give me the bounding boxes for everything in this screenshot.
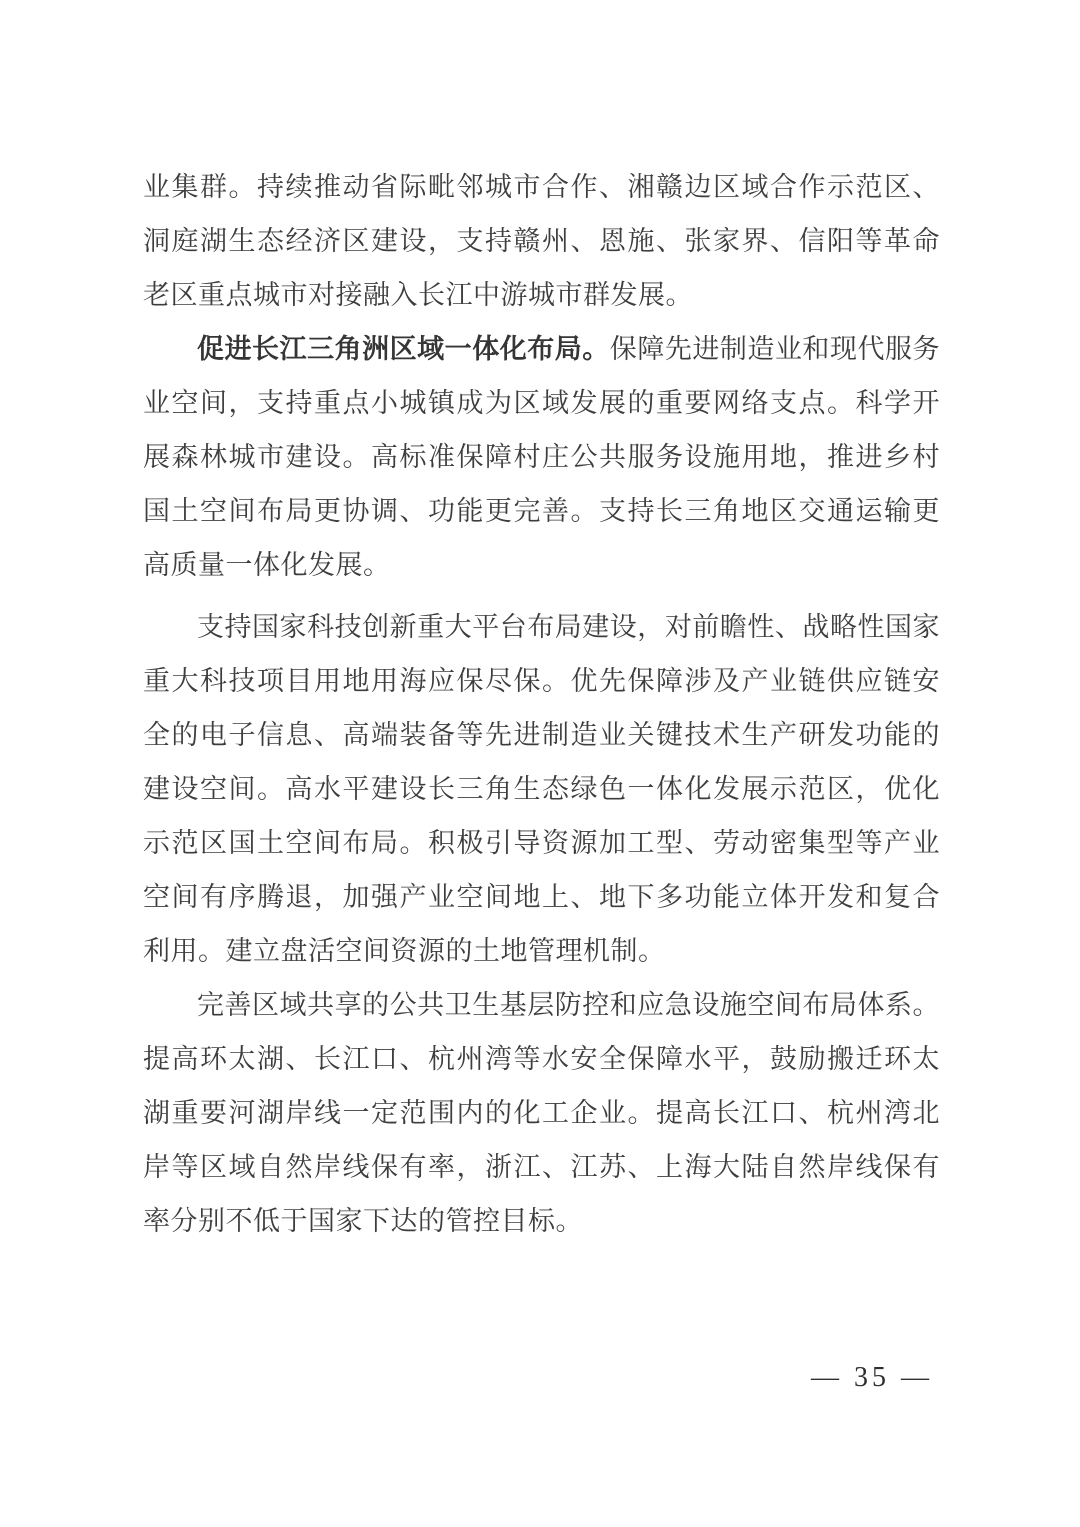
paragraph <box>143 160 940 322</box>
paragraph-text: 完善区域共享的公共卫生基层防控和应急设施空间布局体系。提高环太湖、长江口、杭州湾等水安全保障水平，鼓励搬迁环太湖重要河湖岸线一定范围内的化工企业。提高长江口、杭州湾北岸等区域自然岸线保有率，浙江、江苏、上海大陆自然岸线保有率分别不低于国家下达的管控目标。 <box>143 990 940 1236</box>
document-body <box>143 160 940 1248</box>
paragraph-text: 业集群。持续推动省际毗邻城市合作、湘赣边区域合作示范区、洞庭湖生态经济区建设，支持赣州、恩施、张家界、信阳等革命老区重点城市对接融入长江中游城市群发展。 <box>143 172 940 310</box>
paragraph-text: 支持国家科技创新重大平台布局建设，对前瞻性、战略性国家重大科技项目用地用海应保尽保。优先保障涉及产业链供应链安全的电子信息、高端装备等先进制造业关键技术生产研发功能的建设空间。高水平建设长三角生态绿色一体化发展示范区，优化示范区国土空间布局。积极引导资源加工型、劳动密集型等产业空间有序腾退，加强产业空间地上、地下多功能立体开发和复合利用。建立盘活空间资源的土地管理机制。 <box>143 612 940 966</box>
paragraph <box>143 978 940 1248</box>
paragraph <box>143 600 940 978</box>
paragraph-text: 保障先进制造业和现代服务业空间，支持重点小城镇成为区域发展的重要网络支点。科学开展森林城市建设。高标准保障村庄公共服务设施用地，推进乡村国土空间布局更协调、功能更完善。支持长三角地区交通运输更高质量一体化发展。 <box>143 334 941 580</box>
page-number: — 35 — <box>811 1362 933 1393</box>
paragraph-lead-bold: 促进长江三角洲区域一体化布局。 <box>197 334 610 364</box>
paragraph <box>143 322 940 592</box>
